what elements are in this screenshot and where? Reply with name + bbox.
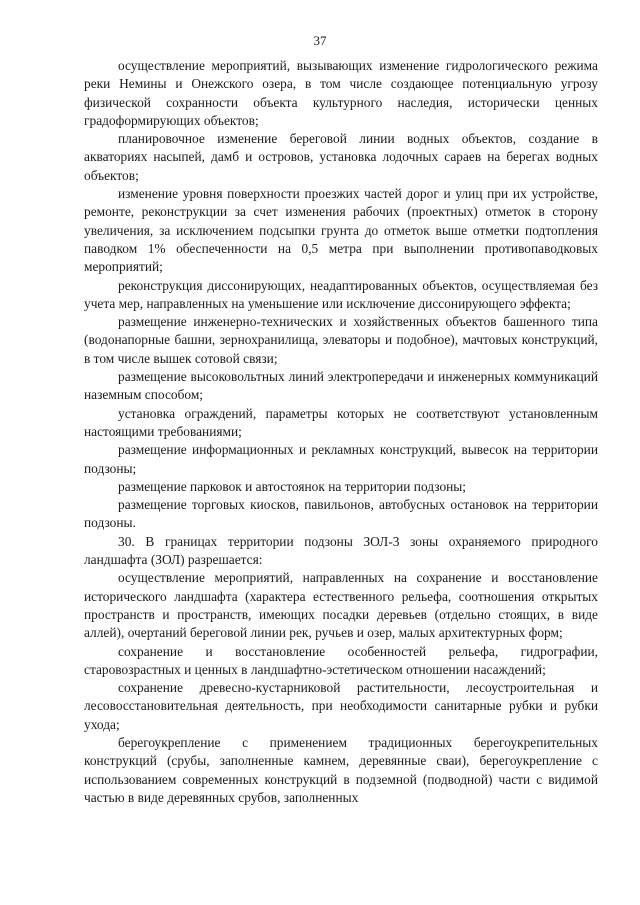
paragraph: берегоукрепление с применением традиционных берегоукрепительных конструкций (срубы, заполненные камнем, деревянные сваи), берегоукрепление с использованием современных конструкций в подземной (подводной) части с видимой частью в виде деревянных срубов, заполненных [84,734,598,805]
paragraph: осуществление мероприятий, вызывающих изменение гидрологического режима реки Немины и Онежского озера, в том числе создающее потенциальную угрозу физической сохранности объекта культурного наследия, исторически ценных градоформирующих объектов; [84,58,598,128]
paragraph: сохранение древесно-кустарниковой растительности, лесоустроительная и лесовосстановительная деятельность, при необходимости санитарные рубки и рубки ухода; [84,680,598,732]
paragraph: размещение инженерно-технических и хозяйственных объектов башенного типа (водонапорные башни, зернохранилища, элеваторы и подобное), мачтовых конструкций, в том числе вышек сотовой связи; [84,314,598,366]
paragraph: осуществление мероприятий, направленных на сохранение и восстановление исторического ландшафта (характера естественного рельефа, соотношения открытых пространств и пространств, имеющих посадки деревьев (отдельно стоящих, в виде аллей), очертаний береговой линии рек, ручьев и озер, малых архитектурных форм; [84,570,598,641]
paragraph: размещение парковок и автостоянок на территории подзоны; [118,478,467,494]
paragraph: размещение информационных и рекламных конструкций, вывесок на территории подзоны; [84,442,598,476]
paragraph: планировочное изменение береговой линии водных объектов, создание в акваториях насыпей, дамб и островов, установка лодочных сараев на берегах водных объектов; [84,131,598,183]
section-heading-paragraph: 30. В границах территории подзоны ЗОЛ-3 зоны охраняемого природного ландшафта (ЗОЛ) разрешается: [84,533,598,568]
paragraph: размещение торговых киосков, павильонов, автобусных остановок на территории подзоны. [84,497,598,531]
paragraph: размещение высоковольтных линий электропередачи и инженерных коммуникаций наземным способом; [84,369,598,403]
paragraph: реконструкция диссонирующих, неадаптированных объектов, осуществляемая без учета мер, направленных на уменьшение или исключение диссонирующего эффекта; [84,277,598,311]
paragraph: сохранение и восстановление особенностей рельефа, гидрографии, старовозрастных и ценных в ландшафтно-эстетическом отношении насаждений; [84,643,598,677]
document-body [84,57,598,807]
paragraph: установка ограждений, параметры которых не соответствуют установленным настоящими требованиями; [84,405,598,439]
page-number: 37 [313,33,327,48]
paragraph: изменение уровня поверхности проезжих частей дорог и улиц при их устройстве, ремонте, реконструкции за счет изменения рабочих (проектных) отметок в сторону увеличения, за исключением подсыпки грунта до отметок выше отметки подтопления паводком 1% обеспеченности на 0,5 метра при выполнении противопаводковых мероприятий; [84,186,598,275]
